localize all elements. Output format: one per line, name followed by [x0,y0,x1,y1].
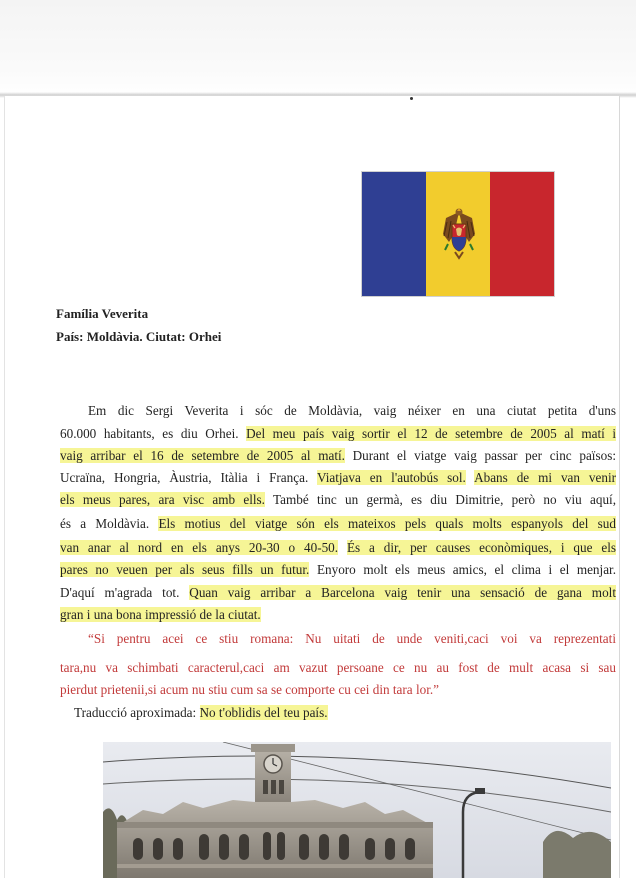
paragraph-line [60,470,616,486]
paragraph-line [60,562,616,578]
coat-of-arms-icon [440,204,478,262]
highlighted-text: van anar al nord en els anys 20-30 o 40-50. [60,540,339,555]
city-hall-photo [103,742,611,878]
paragraph-text [338,540,347,555]
paragraph-text: Ucraïna, Hongria, Àustria, Itàlia i França. [60,470,317,485]
country-city-line: País: Moldàvia. Ciutat: Orhei [56,329,222,344]
paragraph-text: 60.000 habitants, es diu Orhei. [60,426,247,441]
family-title: Família Veverita [56,306,149,321]
highlighted-text: Els motius del viatge són els mateixos pels quals molts espanyols del sud [158,516,616,531]
moldova-flag-image [362,172,554,296]
paragraph-text: També tinc un germà, es diu Dimitrie, però no viu aquí, [264,492,616,507]
quote-line-2: tara,nu va schimbati caracterul,caci am vazut persoane ce nu au fost de mult acasa si sau [60,660,616,675]
highlighted-text: Del meu país vaig sortir el 12 de setembre de 2005 al matí i [246,426,616,441]
paragraph-line [60,403,616,419]
paragraph-line [60,426,616,442]
paragraph-line [60,492,616,508]
city-hall-building-image [103,742,611,878]
highlighted-text: Abans de mi van venir [474,470,617,485]
highlighted-text: gran i una bona impressió de la ciutat. [60,607,261,622]
highlighted-text: els meus pares, ara visc amb ells. [60,492,265,507]
highlighted-text: vaig arribar el 16 de setembre de 2005 al matí. [60,448,345,463]
paragraph-text: Em dic Sergi Veverita i sóc de Moldàvia, vaig néixer en una ciutat petita d'uns [88,403,616,418]
scan-background [0,0,636,98]
paragraph-line [60,448,616,464]
highlighted-text: Quan vaig arribar a Barcelona vaig tenir una sensació de gana molt [189,585,616,600]
paragraph-text: Enyoro molt els meus amics, el clima i el menjar. [309,562,617,577]
quote-line-1: “Si pentru acei ce stiu romana: Nu uitati de unde veniti,caci voi va reprezentati [88,631,616,646]
flag-red-stripe [490,172,554,296]
paragraph-text: Durant el viatge vaig passar per cinc països: [344,448,616,463]
highlighted-text: pares no veuen per als seus fills un futur. [60,562,310,577]
translation-text: No t'oblidis del teu país. [199,705,328,720]
paragraph-text [466,470,474,485]
paragraph-line [60,607,616,623]
translation-line [74,705,630,721]
paragraph-line [60,516,616,532]
quote-line-3: pierdut prietenii,si acum nu stiu cum sa se comporte cu cei din tara lor.” [60,682,440,697]
paragraph-text: D'aquí m'agrada tot. [60,585,190,600]
paragraph-text: és a Moldàvia. [60,516,159,531]
scan-speck [410,97,413,100]
highlighted-text: Viatjava en l'autobús sol. [316,470,466,485]
translation-label: Traducció aproximada: [74,705,200,720]
flag-yellow-stripe [426,172,490,296]
paragraph-line [60,585,616,601]
flag-blue-stripe [362,172,426,296]
paragraph-line [60,540,616,556]
highlighted-text: És a dir, per causes econòmiques, i que els [346,540,616,555]
